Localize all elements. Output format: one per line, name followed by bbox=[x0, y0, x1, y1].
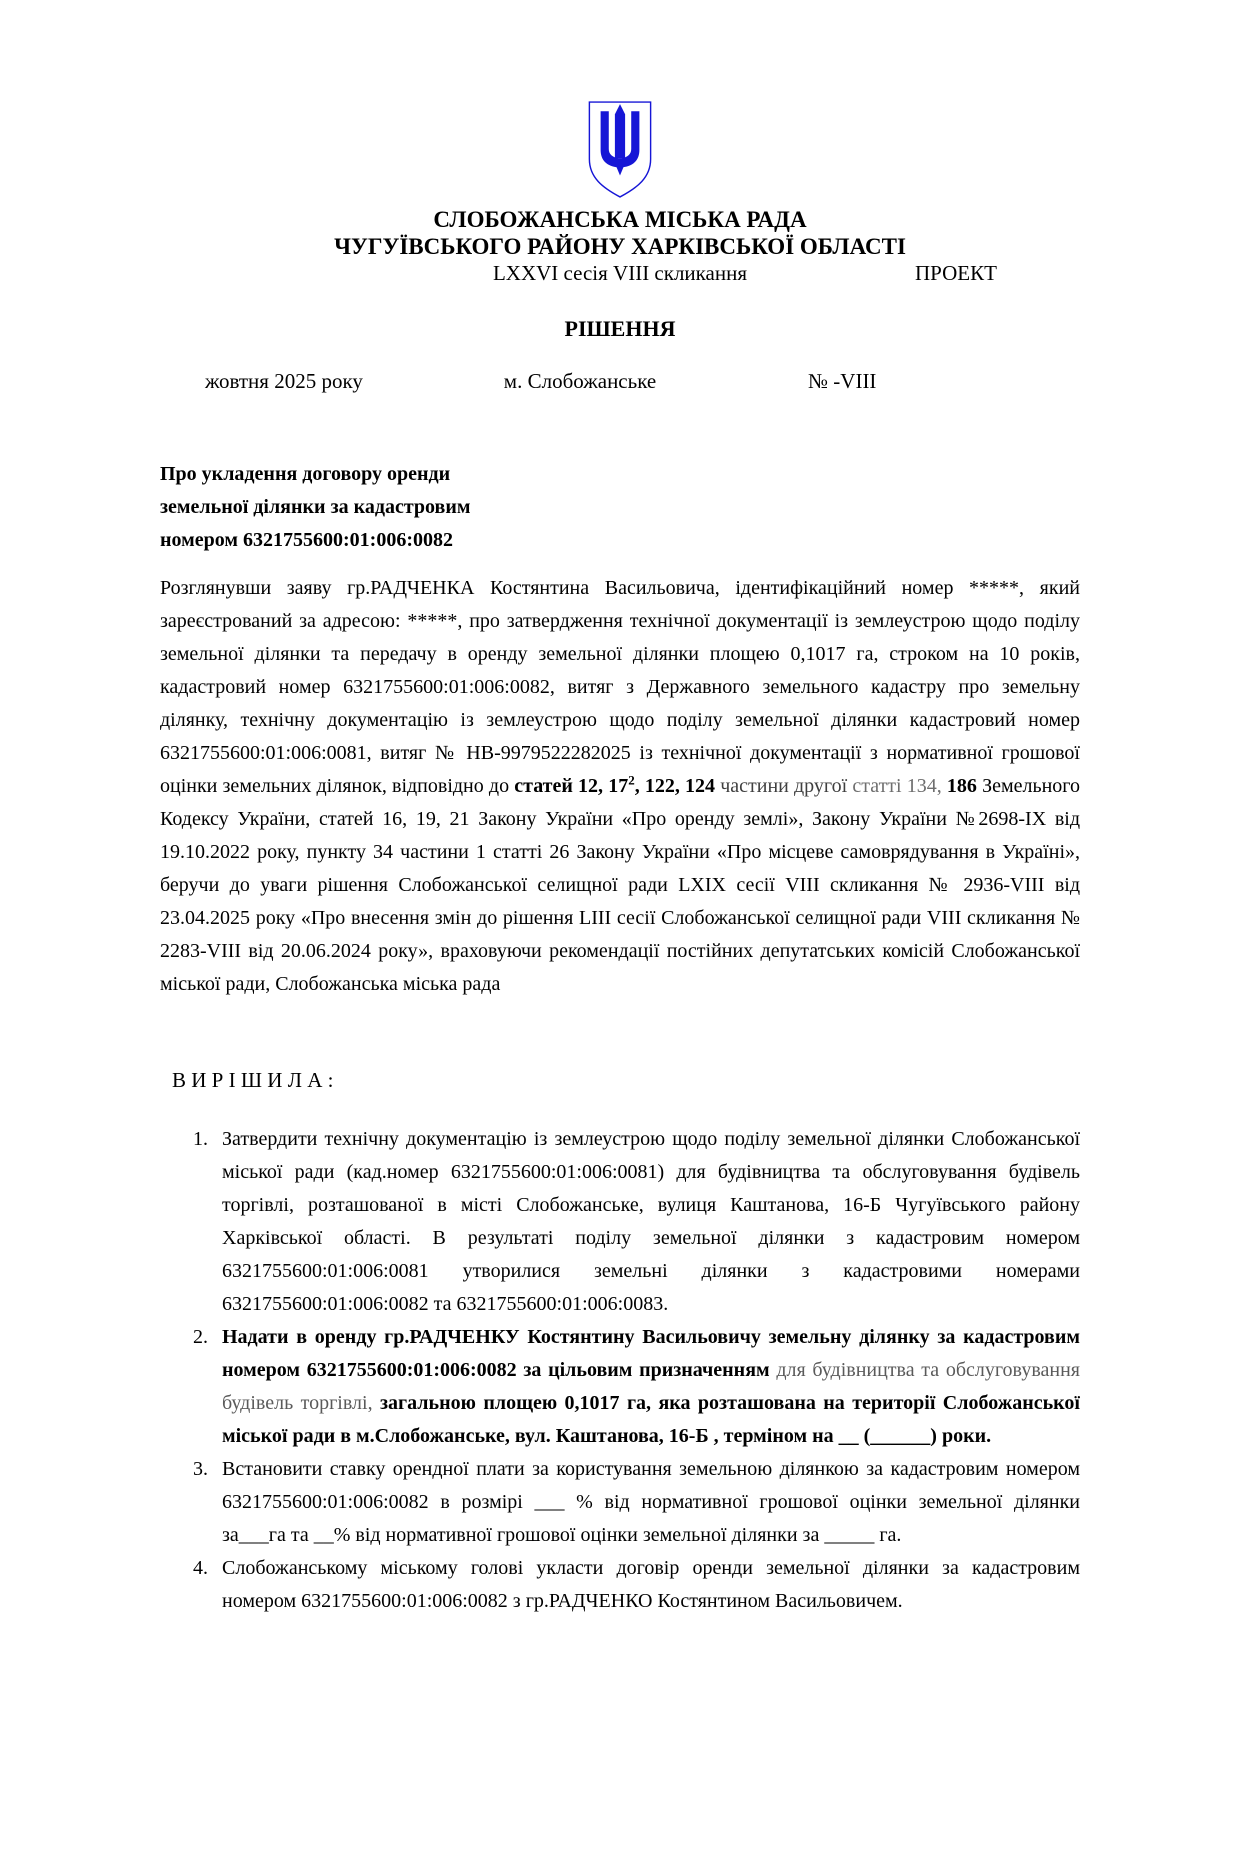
preamble-text: Розглянувши заяву гр.РАДЧЕНКА Костянтина Васильовича, ідентифікаційний номер *****, який зареєстрований за адресою: *****, про затвердження технічної документації із землеустрою щодо поділу земельної ділянки та передачу в оренду земельної ділянки площею 0,1017 га, строком на 10 років, кадастровий номер 6321755600:01:006:0082, витяг з Державного земельного кадастру про земельну ділянку, технічну документацію із землеустрою щодо поділу земельної ділянки кадастровий номер 6321755600:01:006:0081, витяг № НВ-9979522282025 із технічної документації з нормативної грошової оцінки земельних ділянок, відповідно до bbox=[160, 577, 1080, 797]
doc-number: № -VIII bbox=[808, 369, 877, 393]
subject-block bbox=[160, 458, 1080, 557]
decision-item-1 bbox=[160, 1123, 1080, 1321]
ukraine-trident-emblem bbox=[586, 100, 654, 200]
item-text: загальною площею 0,1017 га, яка розташована на території Слобожанської міської ради в м.Слобожанське, вул. Каштанова, 16-Б , терміном на __ (______) роки. bbox=[222, 1392, 1080, 1447]
subject-line: номером 6321755600:01:006:0082 bbox=[160, 529, 453, 551]
item-number: 2. bbox=[193, 1326, 208, 1348]
item-number: 1. bbox=[193, 1128, 208, 1150]
org-name-line2: ЧУГУЇВСЬКОГО РАЙОНУ ХАРКІВСЬКОЇ ОБЛАСТІ bbox=[334, 234, 906, 259]
org-name-line1: СЛОБОЖАНСЬКА МІСЬКА РАДА bbox=[433, 207, 807, 232]
preamble-articles: 186 bbox=[946, 775, 977, 797]
date-row bbox=[160, 368, 1080, 394]
item-text: Слобожанському міському голові укласти договір оренди земельної ділянки за кадастровим номером 6321755600:01:006:0082 з гр.РАДЧЕНКО Костянтином Васильовичем. bbox=[222, 1557, 1080, 1612]
doc-place: м. Слобожанське bbox=[503, 369, 657, 393]
preamble-gray-fragment: частини другої bbox=[720, 775, 853, 797]
draft-label: ПРОЕКТ bbox=[915, 261, 997, 285]
decision-list bbox=[160, 1123, 1080, 1618]
decision-item-3 bbox=[160, 1453, 1080, 1552]
decision-item-2 bbox=[160, 1321, 1080, 1453]
subject-line: земельної ділянки за кадастровим bbox=[160, 496, 471, 518]
preamble-text: Земельного Кодексу України, статей 16, 19, 21 Закону України «Про оренду землі», Закону України №2698-IX від 19.10.2022 року, пункту 34 частини 1 статті 26 Закону України «Про місцеве самоврядування в Україні», беручи до уваги рішення Слобожанської селищної ради LXIX сесії VIII скликання № 2936-VIII від 23.04.2025 року «Про внесення змін до рішення LIII сесії Слобожанської селищної ради VIII скликання № 2283-VIII від 20.06.2024 року», враховуючи рекомендації постійних депутатських комісій Слобожанської міської ради, Слобожанська міська рада bbox=[160, 775, 1081, 995]
preamble-articles: , 122, 124 bbox=[634, 775, 721, 797]
superscript-2: 2 bbox=[628, 772, 635, 788]
item-text: Надати в оренду гр.РАДЧЕНКУ Костянтину Васильовичу земельну ділянку за кадастровим номером 6321755600:01:006:0082 за цільовим призначенням bbox=[222, 1326, 1080, 1381]
item-text: Затвердити технічну документацію із землеустрою щодо поділу земельної ділянки Слобожанської міської ради (кад.номер 6321755600:01:006:0081) для будівництва та обслуговування будівель торгівлі, розташованої в місті Слобожанське, вулиця Каштанова, 16-Б Чугуївського району Харківської області. В результаті поділу земельної ділянки з кадастровим номером 6321755600:01:006:0081 утворилися земельні ділянки з кадастровими номерами 6321755600:01:006:0082 та 6321755600:01:006:0083. bbox=[222, 1128, 1080, 1315]
resolved-label: В И Р І Ш И Л А : bbox=[172, 1068, 334, 1092]
preamble-gray-fragment: статті 134, bbox=[852, 775, 947, 797]
item-gray-fragment: для будівництва та обслуговування будівель торгівлі, bbox=[222, 1359, 1080, 1414]
decision-item-4 bbox=[160, 1552, 1080, 1618]
doc-date: жовтня 2025 року bbox=[205, 369, 363, 393]
preamble-articles: статей 12, 17 bbox=[514, 775, 629, 797]
subject-line: Про укладення договору оренди bbox=[160, 463, 451, 485]
item-text: Встановити ставку орендної плати за користування земельною ділянкою за кадастровим номером 6321755600:01:006:0082 в розмірі ___ % від нормативної грошової оцінки земельної ділянки за___га та __% від нормативної грошової оцінки земельної ділянки за _____ га. bbox=[222, 1458, 1080, 1546]
item-number: 3. bbox=[193, 1458, 208, 1480]
document-page bbox=[160, 100, 1080, 1618]
preamble-paragraph bbox=[160, 572, 1080, 1001]
doc-type-title: РІШЕННЯ bbox=[564, 316, 676, 341]
session-line: LXXVI сесія VIII скликання bbox=[492, 261, 748, 285]
item-number: 4. bbox=[193, 1557, 208, 1579]
session-row bbox=[160, 260, 1080, 287]
